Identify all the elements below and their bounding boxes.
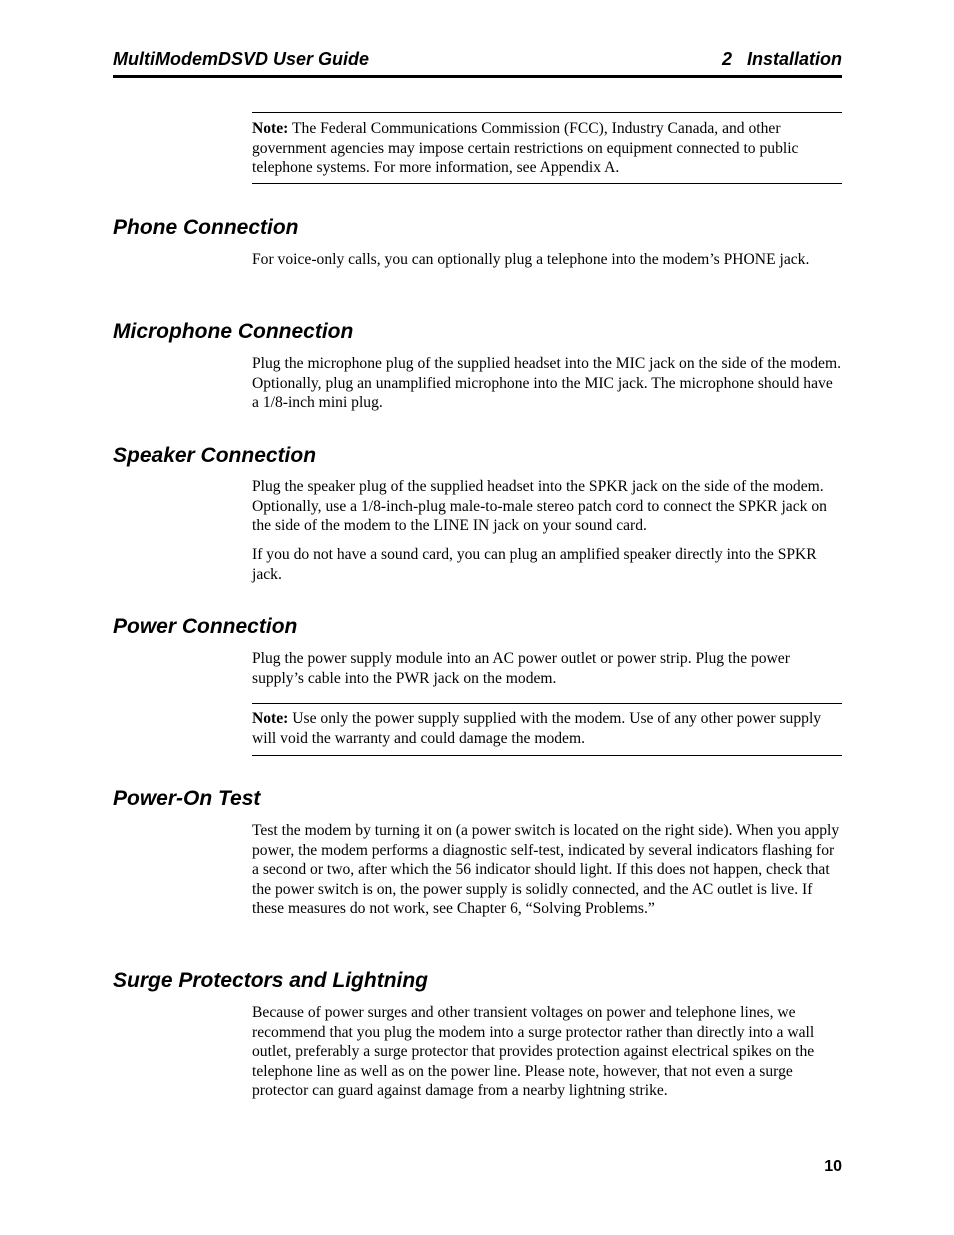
- note-label: Note:: [252, 710, 289, 727]
- power-on-test-paragraph: Test the modem by turning it on (a power switch is located on the right side). When you apply power, the modem performs a diagnostic self-test, indicated by several indicators flashing for a second or two, after which the 56 indicator should light. If this does not happen, check that the power switch is on, the power supply is solidly connected, and the AC outlet is live. If these measures do not work, see Chapter 6, “Solving Problems.”: [252, 822, 840, 918]
- note-text: The Federal Communications Commission (FCC), Industry Canada, and other government agencies may impose certain restrictions on equipment connected to public telephone systems. For more information, see Appendix A.: [252, 120, 799, 177]
- speaker-paragraph-2: If you do not have a sound card, you can plug an amplified speaker directly into the SPKR jack.: [252, 546, 817, 583]
- guide-title: MultiModemDSVD User Guide: [113, 49, 370, 69]
- section-heading-power: Power Connection: [113, 615, 298, 638]
- section-heading-surge: Surge Protectors and Lightning: [113, 969, 429, 992]
- note-label: Note:: [252, 120, 289, 137]
- speaker-paragraph-1: Plug the speaker plug of the supplied headset into the SPKR jack on the side of the modem. Optionally, use a 1/8-inch-plug male-to-male stereo patch cord to connect the SPKR jack on the side of the modem to the LINE IN jack on your sound card.: [252, 478, 827, 535]
- section-heading-power-on-test: Power-On Test: [113, 787, 261, 810]
- fcc-note: [252, 112, 842, 184]
- page-number: 10: [824, 1158, 842, 1175]
- section-heading-microphone: Microphone Connection: [113, 320, 354, 343]
- section-heading-phone: Phone Connection: [113, 216, 299, 239]
- section-heading-speaker: Speaker Connection: [113, 444, 317, 467]
- running-header: [113, 49, 842, 78]
- power-supply-note: [252, 703, 842, 756]
- surge-paragraph: Because of power surges and other transient voltages on power and telephone lines, we recommend that you plug the modem into a surge protector rather than directly into a wall outlet, preferably a surge protector that provides protection against electrical spikes on the telephone line as well as on the power line. Please note, however, that not even a surge protector can guard against damage from a nearby lightning strike.: [252, 1004, 815, 1100]
- microphone-paragraph: Plug the microphone plug of the supplied headset into the MIC jack on the side of the modem. Optionally, plug an unamplified microphone into the MIC jack. The microphone should have a 1/8-inch mini plug.: [252, 355, 841, 412]
- chapter-title: 2 Installation: [721, 49, 842, 69]
- phone-paragraph: For voice-only calls, you can optionally plug a telephone into the modem’s PHONE jack.: [252, 251, 810, 268]
- power-paragraph: Plug the power supply module into an AC power outlet or power strip. Plug the power supply’s cable into the PWR jack on the modem.: [252, 650, 790, 687]
- note-text: Use only the power supply supplied with the modem. Use of any other power supply will void the warranty and could damage the modem.: [252, 710, 822, 747]
